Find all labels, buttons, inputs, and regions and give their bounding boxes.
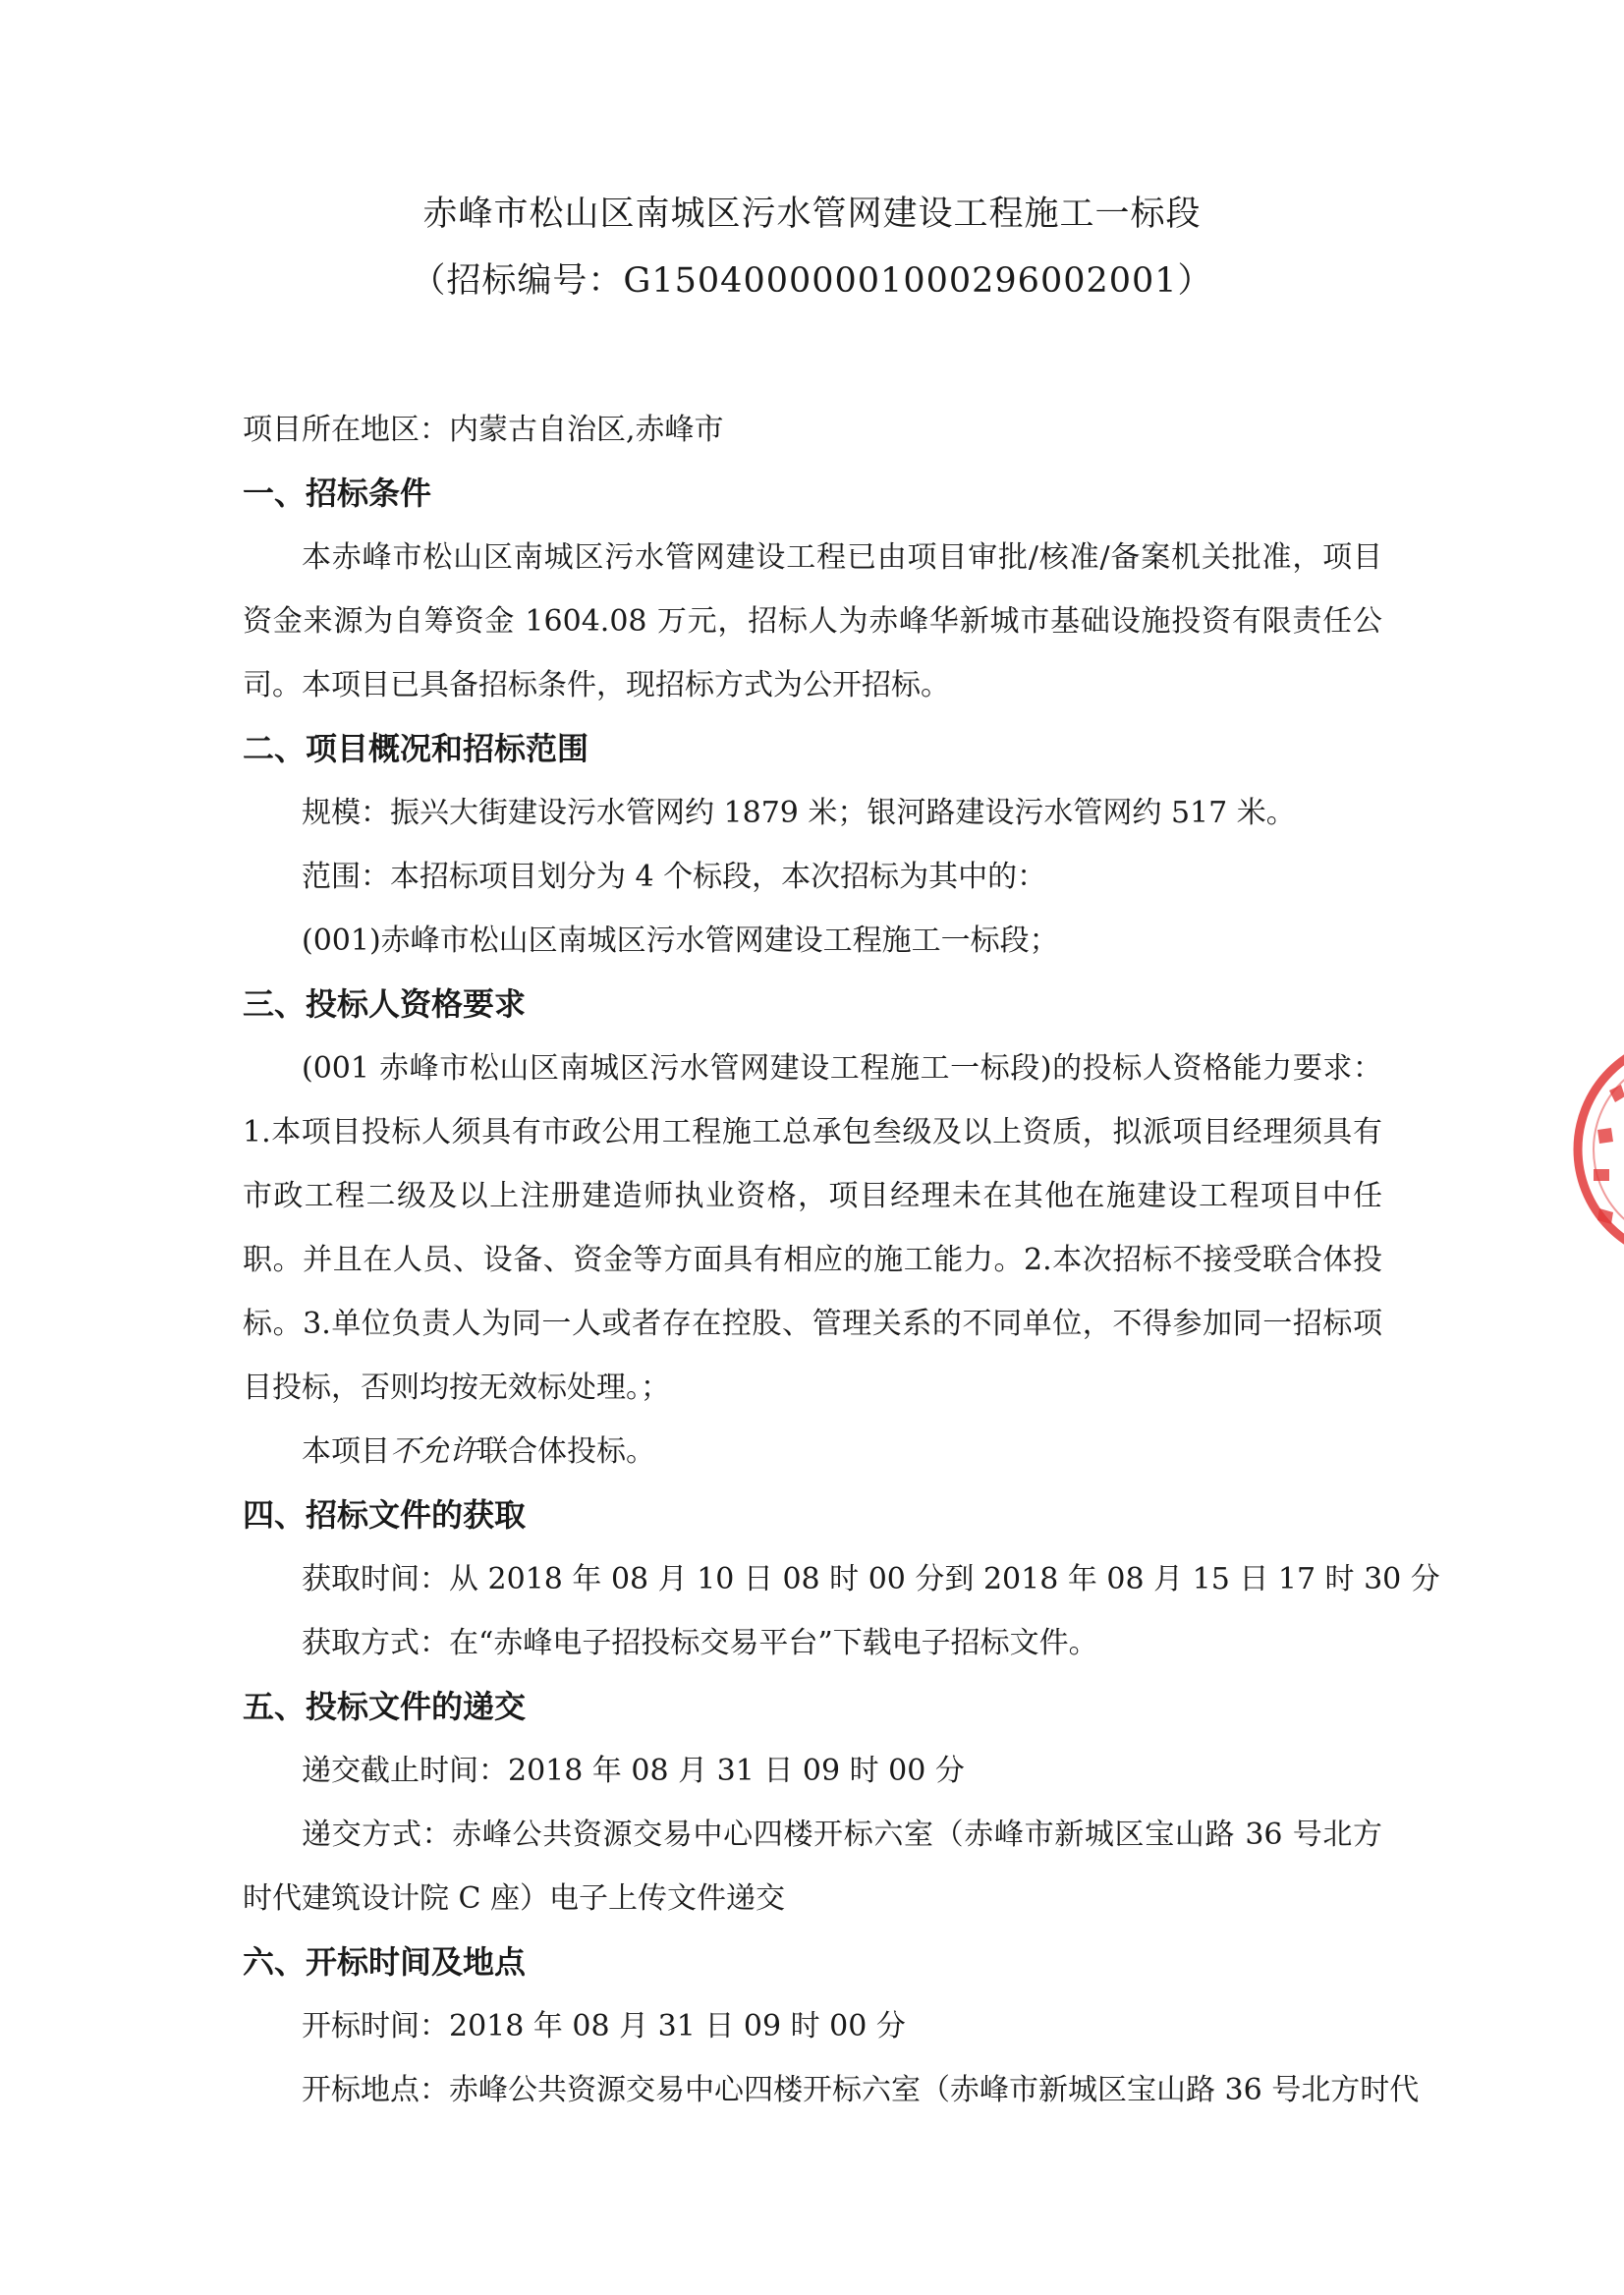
- tender-conditions-text: 本赤峰市松山区南城区污水管网建设工程已由项目审批/核准/备案机关批准，项目资金来源为自筹资金 1604.08 万元，招标人为赤峰华新城市基础设施投资有限责任公司。本项目已具备招标条件，现招标方式为公开招标。: [243, 540, 1382, 702]
- acquisition-method: 获取方式：在“赤峰电子招投标交易平台”下载电子招标文件。: [302, 1626, 1098, 1660]
- project-lot: (001)赤峰市松山区南城区污水管网建设工程施工一标段；: [302, 924, 1059, 958]
- joint-bid-not-allowed: 不允许: [390, 1434, 478, 1469]
- tender-number: （招标编号：G15040000001000296002001）: [411, 261, 1213, 301]
- opening-time: 开标时间：2018 年 08 月 31 日 09 时 00 分: [302, 2009, 906, 2043]
- submission-method: 递交方式：赤峰公共资源交易中心四楼开标六室（赤峰市新城区宝山路 36 号北方时代建筑设计院 C 座）电子上传文件递交: [243, 1818, 1382, 1916]
- section-heading-bidder-qualifications: 三、投标人资格要求: [243, 985, 527, 1023]
- section-heading-bid-opening: 六、开标时间及地点: [243, 1943, 527, 1981]
- project-scale: 规模：振兴大街建设污水管网约 1879 米；银河路建设污水管网约 517 米。: [302, 796, 1296, 830]
- acquisition-time: 获取时间：从 2018 年 08 月 10 日 08 时 00 分到 2018 年 08 月 15 日 17 时 30 分: [302, 1562, 1440, 1596]
- section-heading-tender-conditions: 一、招标条件: [243, 475, 432, 512]
- submission-deadline: 递交截止时间：2018 年 08 月 31 日 09 时 00 分: [302, 1754, 965, 1788]
- opening-place: 开标地点：赤峰公共资源交易中心四楼开标六室（赤峰市新城区宝山路 36 号北方时代: [302, 2073, 1420, 2107]
- bidder-qualifications-text: (001 赤峰市松山区南城区污水管网建设工程施工一标段)的投标人资格能力要求：1.本项目投标人须具有市政公用工程施工总承包叁级及以上资质，拟派项目经理须具有市政工程二级及以上注册建造师执业资格，项目经理未在其他在施建设工程项目中任职。并且在人员、设备、资金等方面具有相应的施工能力。2.本次招标不接受联合体投标。3.单位负责人为同一人或者存在控股、管理关系的不同单位，不得参加同一招标项目投标，否则均按无效标处理。；: [243, 1051, 1382, 1405]
- joint-bid-suffix: 联合体投标。: [478, 1434, 655, 1469]
- document-title: 赤峰市松山区南城区污水管网建设工程施工一标段: [422, 195, 1202, 234]
- project-location: 项目所在地区：内蒙古自治区,赤峰市: [243, 413, 724, 447]
- document-body: [243, 398, 1440, 2122]
- joint-bid-statement: [243, 1420, 1382, 1483]
- section-heading-project-overview: 二、项目概况和招标范围: [243, 730, 589, 767]
- red-seal-stamp: [1570, 1012, 1624, 1287]
- section-heading-bid-submission: 五、投标文件的递交: [243, 1688, 527, 1725]
- joint-bid-prefix: 本项目: [302, 1434, 390, 1469]
- section-heading-document-acquisition: 四、招标文件的获取: [243, 1496, 527, 1534]
- project-range: 范围：本招标项目划分为 4 个标段，本次招标为其中的：: [302, 860, 1047, 894]
